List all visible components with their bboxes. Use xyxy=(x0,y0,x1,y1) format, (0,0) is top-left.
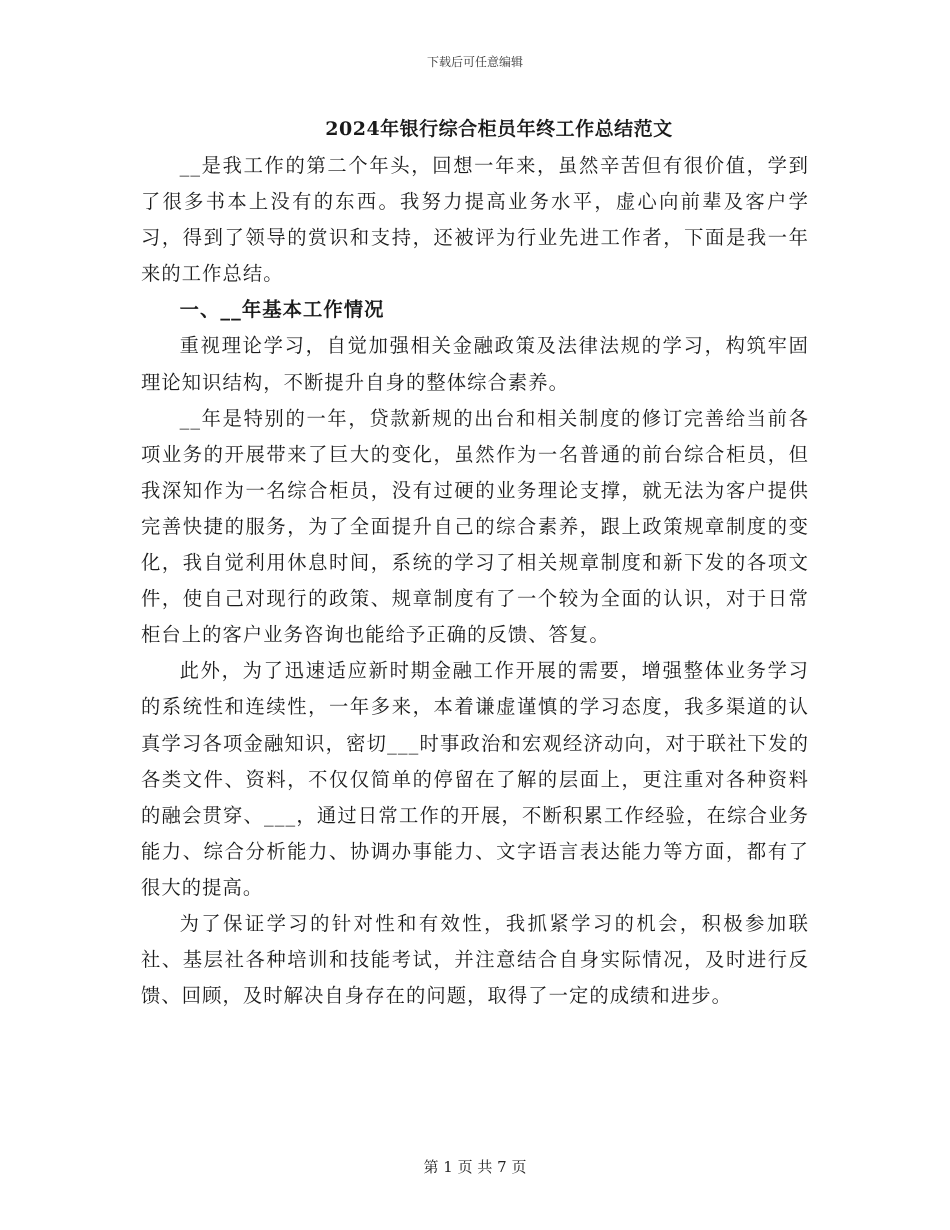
download-note: 下载后可任意编辑 xyxy=(426,55,523,69)
paragraph-training: 为了保证学习的针对性和有效性，我抓紧学习的机会，积极参加联社、基层社各种培训和技能考试，并注意结合自身实际情况，及时进行反馈、回顾，及时解决自身存在的问题，取得了一定的成绩和进步。 xyxy=(141,911,809,1008)
section-heading: 一、__年基本工作情况 xyxy=(179,298,385,322)
document-body xyxy=(141,148,809,1014)
page-number: 第 1 页 共 7 页 xyxy=(423,1158,527,1176)
paragraph-theory-study: 重视理论学习，自觉加强相关金融政策及法律法规的学习，构筑牢固理论知识结构，不断提升自身的整体综合素养。 xyxy=(141,334,809,394)
document-title: 2024年银行综合柜员年终工作总结范文 xyxy=(325,118,673,140)
paragraph-additional-study: 此外，为了迅速适应新时期金融工作开展的需要，增强整体业务学习的系统性和连续性，一年多来，本着谦虚谨慎的学习态度，我多渠道的认真学习各项金融知识，密切___时事政治和宏观经济动向，对于联社下发的各类文件、资料，不仅仅简单的停留在了解的层面上，更注重对各种资料的融会贯穿、___，通过日常工作的开展，不断积累工作经验，在综合业务能力、综合分析能力、协调办事能力、文字语言表达能力等方面，都有了很大的提高。 xyxy=(141,659,809,899)
paragraph-intro: __是我工作的第二个年头，回想一年来，虽然辛苦但有很价值，学到了很多书本上没有的东西。我努力提高业务水平，虚心向前辈及客户学习，得到了领导的赏识和支持，还被评为行业先进工作者，下面是我一年来的工作总结。 xyxy=(141,154,809,286)
paragraph-special-year: __年是特别的一年，贷款新规的出台和相关制度的修订完善给当前各项业务的开展带来了巨大的变化，虽然作为一名普通的前台综合柜员，但我深知作为一名综合柜员，没有过硬的业务理论支撑，就无法为客户提供完善快捷的服务，为了全面提升自己的综合素养，跟上政策规章制度的变化，我自觉利用休息时间，系统的学习了相关规章制度和新下发的各项文件，使自己对现行的政策、规章制度有了一个较为全面的认识，对于日常柜台上的客户业务咨询也能给予正确的反馈、答复。 xyxy=(141,406,809,647)
